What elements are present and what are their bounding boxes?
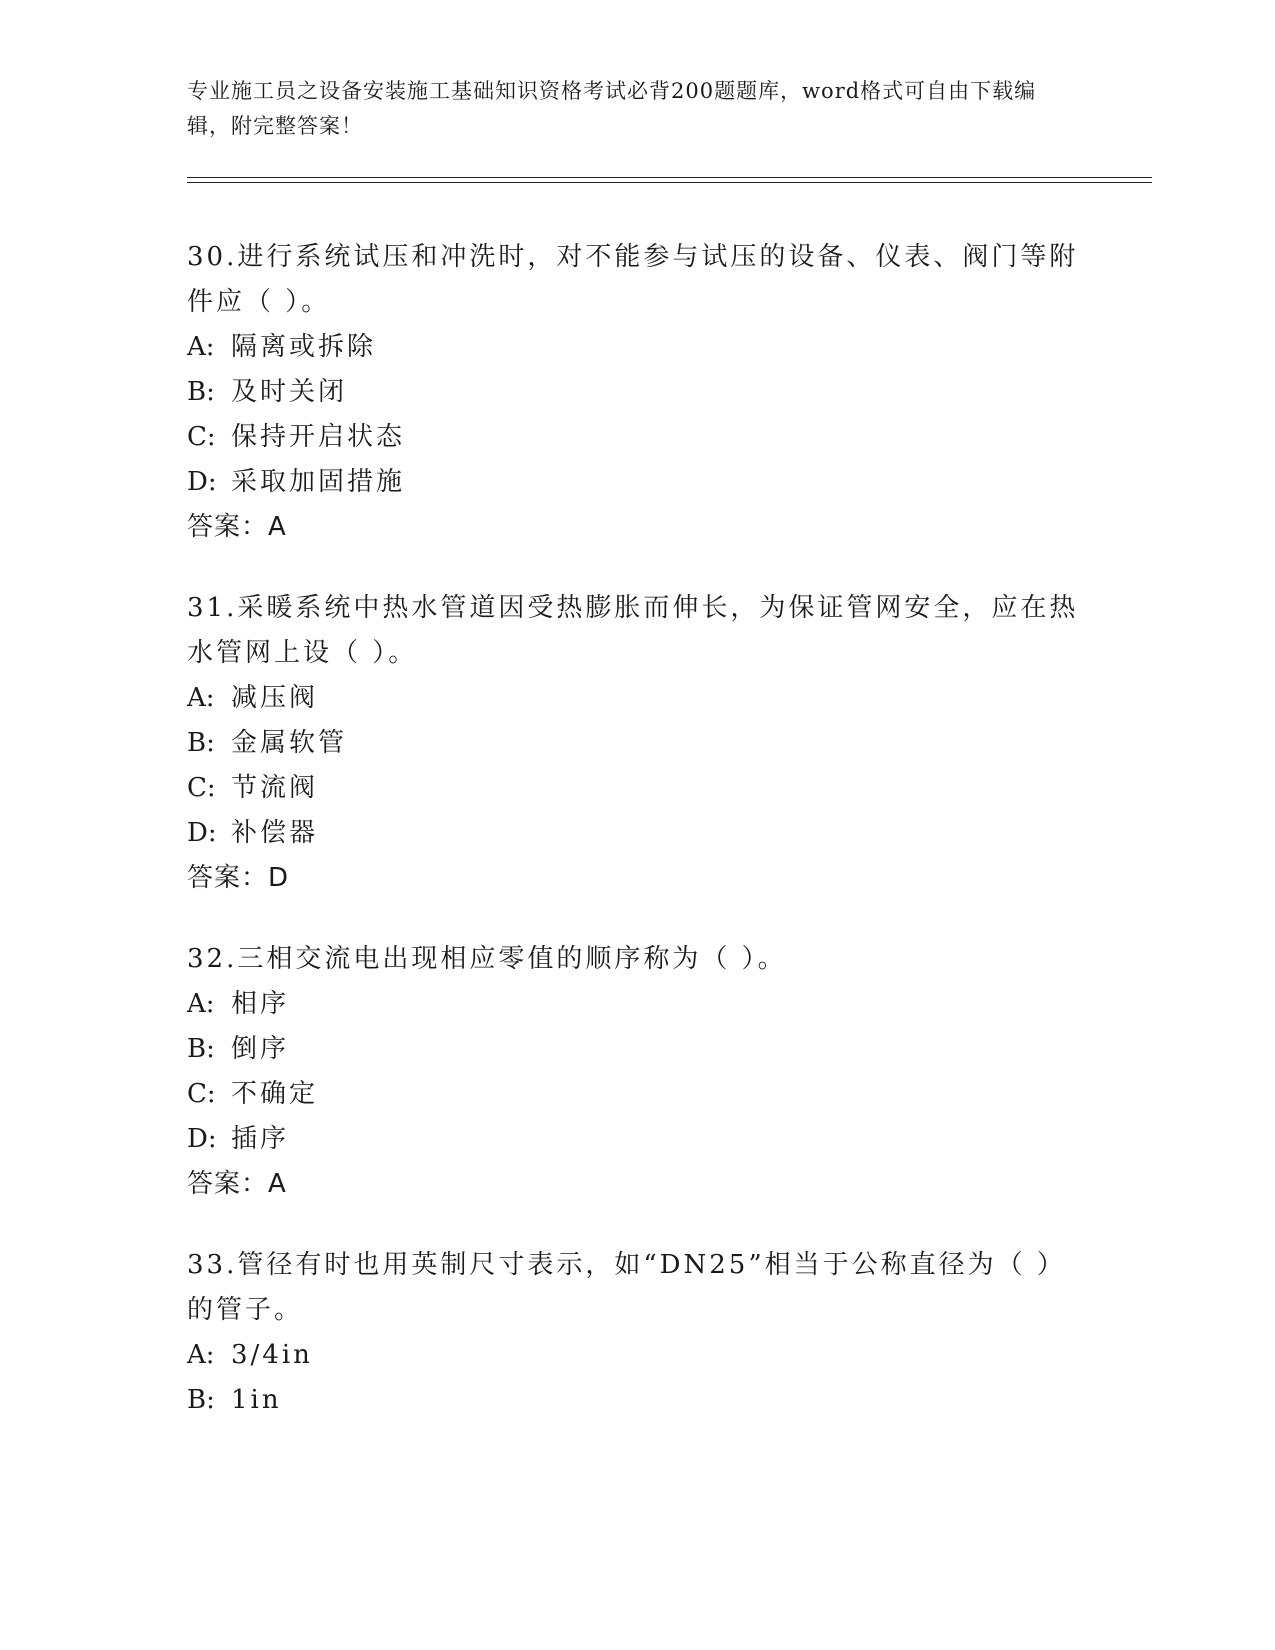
option-d xyxy=(187,460,1087,505)
option-letter: A: xyxy=(187,1340,215,1370)
option-letter: C: xyxy=(187,773,216,803)
option-b xyxy=(187,1378,1087,1423)
option-letter: D: xyxy=(187,818,217,848)
option-a xyxy=(187,676,1087,721)
header-divider-bottom xyxy=(187,182,1152,183)
option-letter: A: xyxy=(187,332,215,362)
option-text: 保持开启状态 xyxy=(231,422,406,452)
option-text: 隔离或拆除 xyxy=(231,332,377,362)
question-item xyxy=(187,235,1087,550)
question-item xyxy=(187,586,1087,901)
header-divider-top xyxy=(187,177,1152,178)
question-item xyxy=(187,937,1087,1207)
option-text: 1in xyxy=(231,1385,282,1415)
option-b xyxy=(187,721,1087,766)
option-d xyxy=(187,1117,1087,1162)
option-c xyxy=(187,415,1087,460)
option-letter: A: xyxy=(187,989,215,1019)
option-letter: B: xyxy=(187,728,215,758)
answer-label: 答案：A xyxy=(187,512,287,542)
option-a xyxy=(187,982,1087,1027)
document-header: 专业施工员之设备安装施工基础知识资格考试必背200题题库，word格式可自由下载编辑，附完整答案！ xyxy=(187,79,1037,138)
option-text: 节流阀 xyxy=(231,773,319,803)
option-letter: B: xyxy=(187,1385,215,1415)
option-a xyxy=(187,1333,1087,1378)
question-text: 30.进行系统试压和冲洗时，对不能参与试压的设备、仪表、阀门等附件应（ ）。 xyxy=(187,242,1079,317)
option-letter: D: xyxy=(187,467,217,497)
option-text: 金属软管 xyxy=(231,728,348,758)
option-d xyxy=(187,811,1087,856)
option-letter: B: xyxy=(187,1034,215,1064)
option-text: 减压阀 xyxy=(231,683,319,713)
option-text: 及时关闭 xyxy=(231,377,348,407)
option-text: 插序 xyxy=(231,1124,290,1154)
question-text: 31.采暖系统中热水管道因受热膨胀而伸长，为保证管网安全，应在热水管网上设（ ）。 xyxy=(187,593,1079,668)
option-text: 倒序 xyxy=(231,1034,290,1064)
option-text: 3/4in xyxy=(231,1340,313,1370)
question-text: 33.管径有时也用英制尺寸表示，如“DN25”相当于公称直径为（ ）的管子。 xyxy=(187,1250,1066,1325)
option-text: 采取加固措施 xyxy=(231,467,406,497)
option-letter: C: xyxy=(187,1079,216,1109)
option-text: 补偿器 xyxy=(231,818,319,848)
answer-label: 答案：A xyxy=(187,1169,287,1199)
option-letter: C: xyxy=(187,422,216,452)
option-b xyxy=(187,370,1087,415)
answer-label: 答案：D xyxy=(187,863,290,893)
option-c xyxy=(187,766,1087,811)
option-letter: B: xyxy=(187,377,215,407)
option-text: 不确定 xyxy=(231,1079,319,1109)
option-a xyxy=(187,325,1087,370)
question-item xyxy=(187,1243,1087,1423)
option-text: 相序 xyxy=(231,989,290,1019)
option-c xyxy=(187,1072,1087,1117)
option-b xyxy=(187,1027,1087,1072)
option-letter: A: xyxy=(187,683,215,713)
question-list xyxy=(187,235,1087,1459)
question-text: 32.三相交流电出现相应零值的顺序称为（ ）。 xyxy=(187,944,787,974)
option-letter: D: xyxy=(187,1124,217,1154)
